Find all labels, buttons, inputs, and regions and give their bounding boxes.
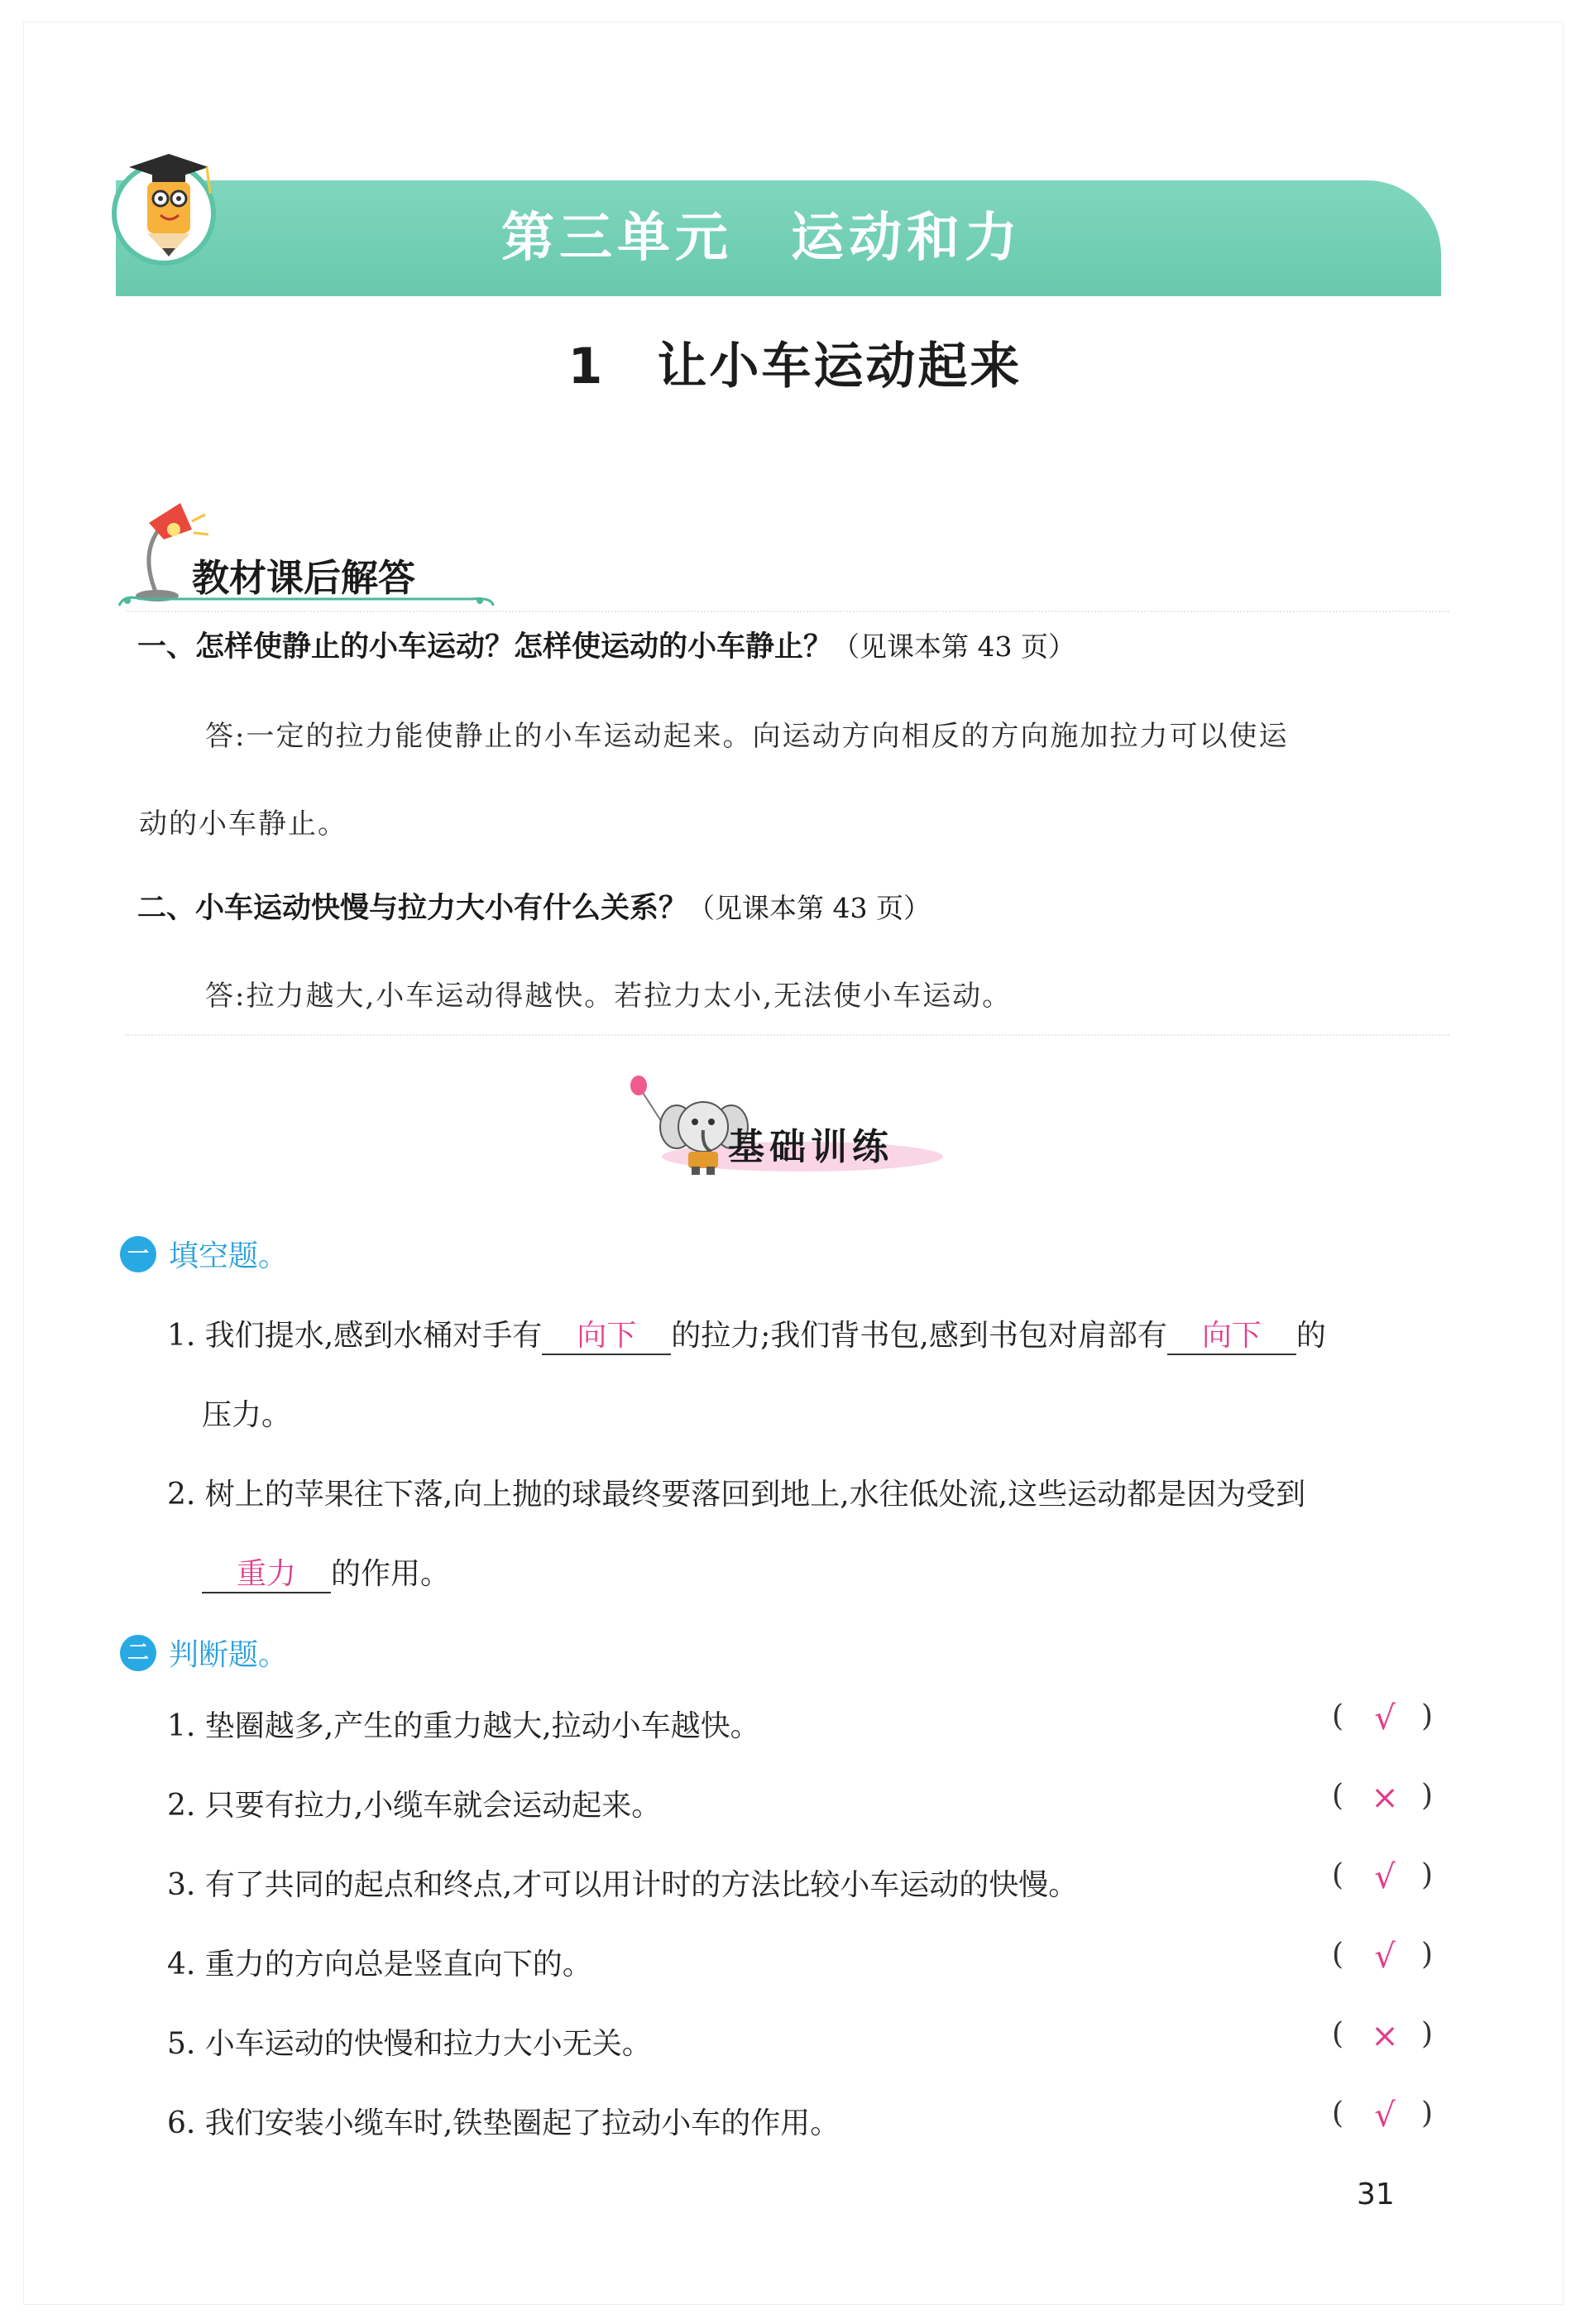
unit-banner [116, 180, 1441, 296]
question-2-reference: （见课本第 43 页） [687, 892, 931, 924]
question-2 [137, 885, 931, 927]
paren-left: ( [1332, 1938, 1344, 1972]
true-false-item-2: 2. 只要有拉力,小缆车就会运动起来。 [167, 1789, 662, 1823]
item-1-blank-2: 向下 [1167, 1318, 1296, 1355]
question-1-reference: （见课本第 43 页） [832, 630, 1075, 663]
paren-right: ) [1421, 1779, 1434, 1813]
true-false-label: 判断题。 [169, 1638, 289, 1672]
question-2-text: 二、小车运动快慢与拉力大小有什么关系？ [137, 892, 688, 925]
true-false-number-icon: 二 [120, 1635, 156, 1671]
answer-2-line-1: 答:拉力越大,小车运动得越快。若拉力太小,无法使小车运动。 [205, 980, 1013, 1013]
item-1-text-a: 1. 我们提水,感到水桶对手有 [167, 1319, 543, 1353]
item-1-text-c: 的 [1295, 1319, 1326, 1353]
page-number: 31 [1357, 2178, 1395, 2211]
question-1 [137, 624, 1075, 665]
true-false-item-5: 5. 小车运动的快慢和拉力大小无关。 [167, 2027, 652, 2061]
answer-1-line-1: 答:一定的拉力能使静止的小车运动起来。向运动方向相反的方向施加拉力可以使运 [205, 720, 1289, 753]
paren-right: ) [1421, 2017, 1434, 2051]
unit-title: 第三单元 运动和力 [501, 207, 1022, 269]
item-1-text-b: 的拉力;我们背书包,感到书包对肩部有 [671, 1319, 1167, 1353]
check-mark: √ [1374, 1858, 1396, 1896]
true-false-item-3: 3. 有了共同的起点和终点,才可以用计时的方法比较小车运动的快慢。 [167, 1868, 1079, 1902]
question-1-text: 一、怎样使静止的小车运动？怎样使运动的小车静止？ [137, 630, 833, 664]
section-title-basic: 基础训练 [728, 1126, 893, 1168]
paren-left: ( [1332, 2017, 1344, 2051]
paren-right: ) [1421, 1699, 1434, 1733]
check-mark: √ [1374, 2096, 1396, 2135]
cross-mark: × [1371, 1779, 1399, 1817]
item-2-blank-1: 重力 [202, 1556, 331, 1593]
paren-right: ) [1421, 1858, 1434, 1892]
paren-left: ( [1332, 1858, 1344, 1892]
fill-blank-label: 填空题。 [169, 1239, 289, 1273]
paren-left: ( [1332, 1779, 1344, 1813]
fill-blank-item-1 [167, 1312, 1326, 1355]
answer-1-line-2: 动的小车静止。 [139, 807, 347, 841]
true-false-item-4: 4. 重力的方向总是竖直向下的。 [167, 1948, 592, 1981]
check-mark: √ [1374, 1699, 1396, 1737]
true-false-item-6: 6. 我们安装小缆车时,铁垫圈起了拉动小车的作用。 [167, 2106, 840, 2140]
fill-blank-item-2: 2. 树上的苹果往下落,向上抛的球最终要落回到地上,水往低处流,这些运动都是因为受到 [167, 1478, 1306, 1512]
lesson-title: 1 让小车运动起来 [568, 338, 1022, 395]
pencil-mascot-icon [104, 147, 228, 271]
check-mark: √ [1374, 1938, 1396, 1976]
fill-blank-number-icon: 一 [120, 1236, 156, 1272]
true-false-item-1: 1. 垫圈越多,产生的重力越大,拉动小车越快。 [167, 1709, 760, 1743]
fill-blank-item-2-cont [202, 1550, 450, 1593]
section-title-textbook: 教材课后解答 [192, 556, 416, 600]
item-1-blank-1: 向下 [542, 1318, 671, 1355]
paren-right: ) [1421, 2096, 1434, 2130]
paren-left: ( [1332, 2096, 1344, 2130]
fill-blank-item-1-cont: 压力。 [202, 1398, 292, 1432]
paren-right: ) [1421, 1938, 1434, 1972]
item-2-text-b: 的作用。 [331, 1557, 451, 1591]
paren-left: ( [1332, 1699, 1344, 1733]
cross-mark: × [1371, 2017, 1399, 2055]
